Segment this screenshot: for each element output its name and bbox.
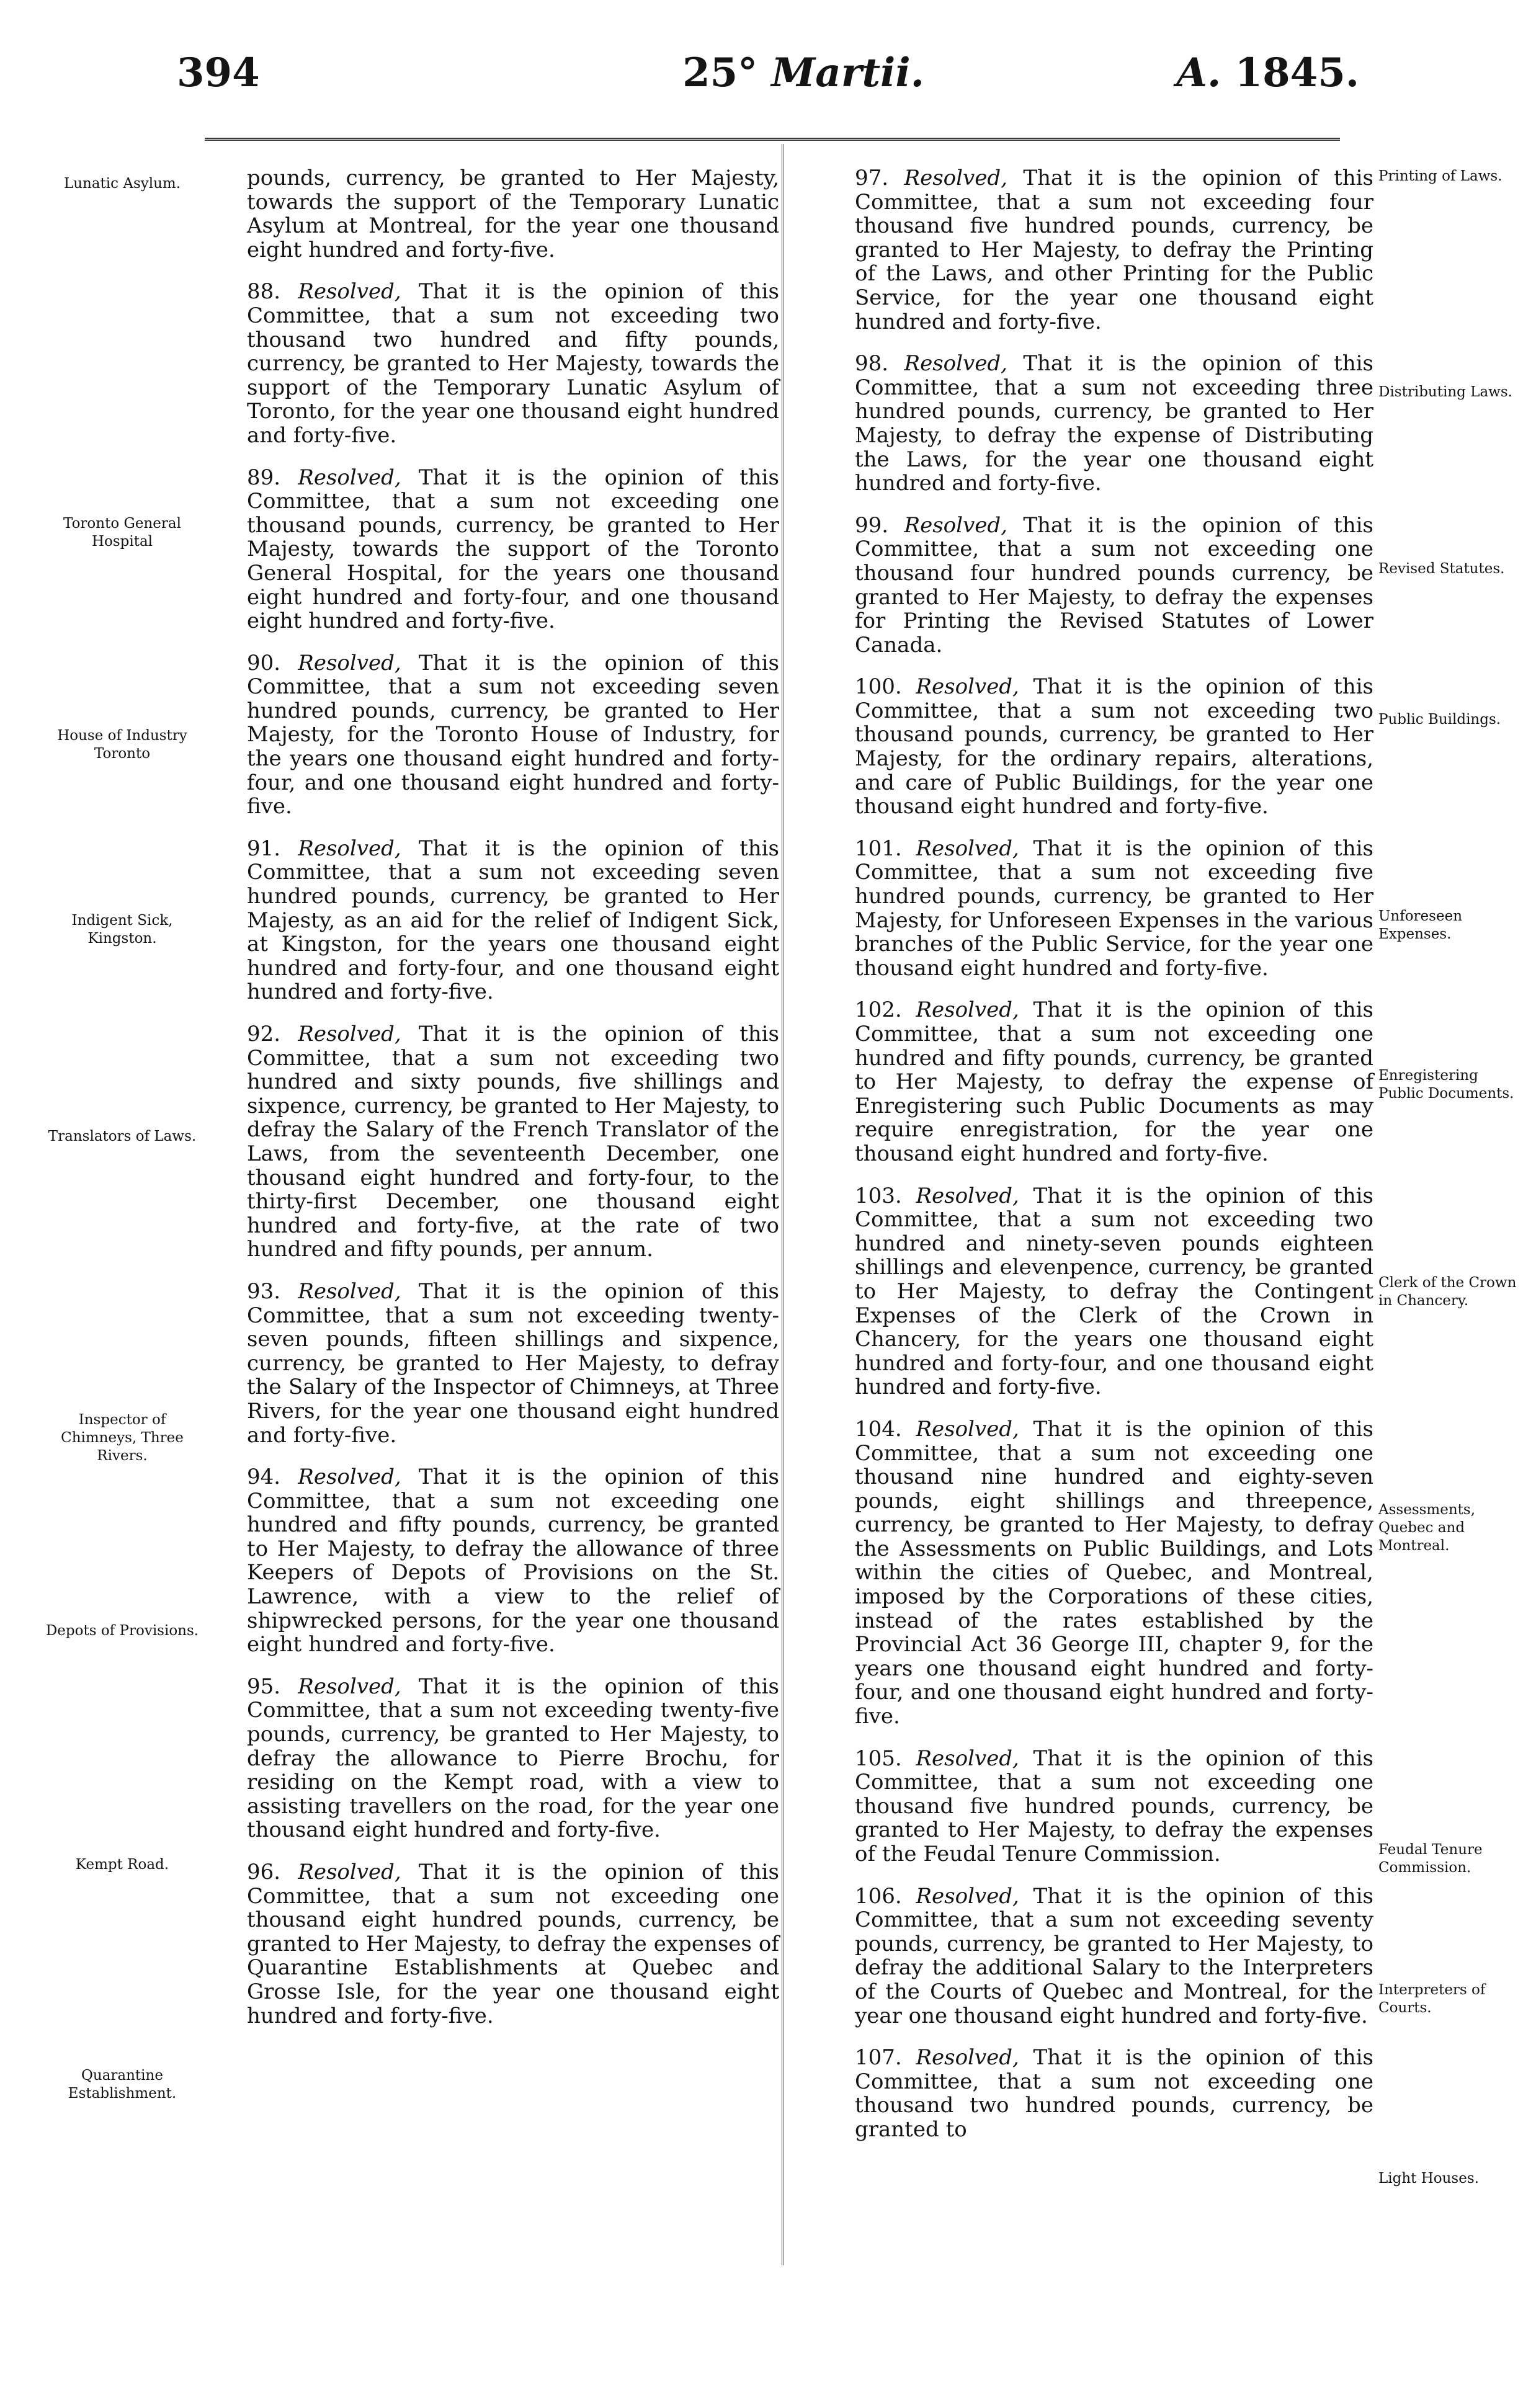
- resolution-paragraph: [855, 2046, 1373, 2141]
- resolved-word: Resolved,: [916, 1883, 1019, 1909]
- right-column: [855, 166, 1373, 2160]
- resolved-word: Resolved,: [298, 465, 401, 490]
- resolution-number: 105.: [855, 1746, 902, 1771]
- margin-note-left: Indigent Sick, Kingston.: [71, 912, 173, 947]
- date-day: 25°: [682, 50, 758, 96]
- resolution-number: 92.: [247, 1022, 281, 1046]
- resolution-text: That it is the opinion of this Committee, that a sum not exceeding seven hundred pounds, currency, be granted to Her Majesty, as an aid for the relief of Indigent Sick, at Kingston, for the years one thousand eight hundred and forty-four, and one thousand eight hundred and forty-five.: [247, 836, 779, 1005]
- margin-note-right: Distributing Laws.: [1378, 384, 1512, 400]
- resolution-number: 102.: [855, 997, 902, 1023]
- resolution-number: 96.: [247, 1860, 281, 1884]
- resolution-text: That it is the opinion of this Committee, that a sum not exceeding one thousand nine hundred and eighty-seven pounds, eight shillings and threepence, currency, be granted to Her Majesty, to defray the Assessments on Public Buildings, and Lots within the cities of Quebec, and Montreal, imposed by the Corporations of these cities, instead of the rates established by the Provincial Act 36 George III, chapter 9, for the years one thousand eight hundred and forty-four, and one thousand eight hundred and forty-five.: [855, 1416, 1373, 1729]
- resolution-text: That it is the opinion of this Committee, that a sum not exceeding twenty-seven pounds, fifteen shillings and sixpence, currency, be granted to Her Majesty, to defray the Salary of the Inspector of Chimneys, at Three Rivers, for the year one thousand eight hundred and forty-five.: [247, 1278, 779, 1448]
- margin-note-right: Clerk of the Crown in Chancery.: [1378, 1275, 1517, 1309]
- margin-note-right: Interpreters of Courts.: [1378, 1982, 1486, 2016]
- resolution-paragraph: [247, 1465, 779, 1657]
- resolution-text: That it is the opinion of this Committee, that a sum not exceeding two hundred and ninety-seven pounds eighteen shillings and elevenpence, currency, be granted to Her Majesty, to defray the Contingent Expenses of the Clerk of the Crown in Chancery, for the years one thousand eight hundred and forty-four, and one thousand eight hundred and forty-five.: [855, 1183, 1373, 1400]
- resolution-number: 95.: [247, 1674, 281, 1699]
- resolved-word: Resolved,: [916, 1183, 1019, 1208]
- resolved-word: Resolved,: [904, 166, 1007, 190]
- resolution-text: That it is the opinion of this Committee, that a sum not exceeding seventy pounds, currency, be granted to Her Majesty, to defray the additional Salary to the Interpreters of the Courts of Quebec and Montreal, for the year one thousand eight hundred and forty-five.: [855, 1883, 1373, 2028]
- resolution-number: 88.: [247, 279, 281, 305]
- resolution-text: That it is the opinion of this Committee, that a sum not exceeding one hundred and fifty pounds, currency, be granted to Her Majesty, to defray the expense of Enregistering such Public Documents as may require enregistration, for the year one thousand eight hundred and forty-five.: [855, 997, 1373, 1166]
- resolved-word: Resolved,: [298, 1278, 401, 1304]
- resolution-paragraph: [247, 651, 779, 819]
- resolution-number: 94.: [247, 1465, 281, 1490]
- margin-note-left: Toronto General Hospital: [63, 515, 181, 550]
- resolution-text: That it is the opinion of this Committee, that a sum not exceeding four thousand five hundred pounds, currency, be granted to Her Majesty, to defray the Printing of the Laws, and other Printing for the Public Service, for the year one thousand eight hundred and forty-five.: [855, 166, 1373, 334]
- resolved-word: Resolved,: [298, 836, 401, 861]
- margin-note-left: Depots of Provisions.: [45, 1623, 199, 1639]
- resolved-word: Resolved,: [904, 351, 1007, 377]
- margin-note-right: Public Buildings.: [1378, 711, 1501, 728]
- margin-note-right: Enregistering Public Documents.: [1378, 1068, 1514, 1102]
- year-prefix: A.: [1176, 50, 1221, 96]
- resolution-number: 106.: [855, 1883, 902, 1909]
- resolved-word: Resolved,: [298, 1022, 401, 1046]
- resolution-paragraph: [247, 1022, 779, 1262]
- margin-note-left: Inspector of Chimneys, Three Rivers.: [61, 1412, 184, 1464]
- resolution-number: 93.: [247, 1278, 281, 1304]
- resolution-text: That it is the opinion of this Committee, that a sum not exceeding two thousand pounds, currency, be granted to Her Majesty, for the ordinary repairs, alterations, and care of Public Buildings, for the year one thousand eight hundred and forty-five.: [855, 674, 1373, 819]
- resolution-paragraph: [855, 352, 1373, 496]
- resolved-word: Resolved,: [298, 1465, 401, 1490]
- resolution-paragraph: [855, 166, 1373, 334]
- resolution-paragraph: [247, 466, 779, 633]
- margin-note-right: Feudal Tenure Commission.: [1378, 1842, 1483, 1876]
- margin-note-right: Revised Statutes.: [1378, 561, 1505, 577]
- resolution-paragraph: [247, 1280, 779, 1447]
- resolution-number: 101.: [855, 836, 902, 861]
- resolution-text: That it is the opinion of this Committee, that a sum not exceeding one hundred and fifty pounds, currency, be granted to Her Majesty, to defray the allowance of three Keepers of Depots of Provisions on the St. Lawrence, with a view to the relief of shipwrecked persons, for the year one thousand eight hundred and forty-five.: [247, 1465, 779, 1657]
- resolution-paragraph: [855, 675, 1373, 819]
- left-column: [247, 166, 779, 2046]
- resolution-number: 107.: [855, 2045, 902, 2071]
- resolved-word: Resolved,: [916, 2045, 1019, 2071]
- resolution-paragraph: [855, 1884, 1373, 2028]
- resolution-text: That it is the opinion of this Committee, that a sum not exceeding two thousand two hundred and fifty pounds, currency, be granted to Her Majesty, towards the support of the Temporary Lunatic Asylum of Toronto, for the year one thousand eight hundred and forty-five.: [247, 279, 779, 448]
- resolution-text: That it is the opinion of this Committee, that a sum not exceeding seven hundred pounds, currency, be granted to Her Majesty, for the Toronto House of Industry, for the years one thousand eight hundred and forty-four, and one thousand eight hundred and forty-five.: [247, 650, 779, 819]
- resolution-text: That it is the opinion of this Committee, that a sum not exceeding twenty-five pounds, currency, be granted to Her Majesty, to defray the allowance to Pierre Brochu, for residing on the Kempt road, with a view to assisting travellers on the road, for the year one thousand eight hundred and forty-five.: [247, 1674, 779, 1843]
- margin-note-right: Light Houses.: [1378, 2170, 1479, 2187]
- resolution-paragraph: [855, 837, 1373, 981]
- resolved-word: Resolved,: [298, 1674, 401, 1699]
- margin-note-left: Quarantine Establishment.: [68, 2067, 177, 2102]
- resolved-word: Resolved,: [916, 1416, 1019, 1442]
- resolved-word: Resolved,: [298, 279, 401, 305]
- continuation-paragraph: pounds, currency, be granted to Her Majesty, towards the support of the Temporary Lunatic Asylum at Montreal, for the year one thousand eight hundred and forty-five.: [247, 166, 779, 262]
- resolution-number: 100.: [855, 674, 902, 700]
- resolution-text: That it is the opinion of this Committee, that a sum not exceeding one thousand five hundred pounds, currency, be granted to Her Majesty, to defray the expenses of the Feudal Tenure Commission.: [855, 1746, 1373, 1866]
- margin-note-right: Unforeseen Expenses.: [1378, 908, 1463, 942]
- resolution-text: That it is the opinion of this Committee, that a sum not exceeding one thousand eight hundred pounds, currency, be granted to Her Majesty, to defray the expenses of Quarantine Establishments at Quebec and Grosse Isle, for the year one thousand eight hundred and forty-five.: [247, 1860, 779, 2028]
- date-month: Martii.: [771, 50, 924, 96]
- resolution-paragraph: [247, 1860, 779, 2028]
- resolution-text: That it is the opinion of this Committee, that a sum not exceeding two hundred and sixty pounds, five shillings and sixpence, currency, be granted to Her Majesty, to defray the Salary of the French Translator of the Laws, from the seventeenth December, one thousand eight hundred and forty-four, to the thirty-first December, one thousand eight hundred and forty-five, at the rate of two hundred and fifty pounds, per annum.: [247, 1022, 779, 1262]
- resolution-text: That it is the opinion of this Committee, that a sum not exceeding three hundred pounds, currency, be granted to Her Majesty, to defray the expense of Distributing the Laws, for the year one thousand eight hundred and forty-five.: [855, 351, 1373, 496]
- resolution-paragraph: [855, 1747, 1373, 1866]
- resolved-word: Resolved,: [298, 650, 401, 676]
- column-divider: [782, 144, 784, 2265]
- resolution-number: 90.: [247, 650, 281, 676]
- resolution-paragraph: [855, 1184, 1373, 1399]
- resolution-paragraph: [855, 998, 1373, 1166]
- resolution-number: 99.: [855, 512, 889, 538]
- margin-note-left: Kempt Road.: [75, 1857, 169, 1873]
- resolution-paragraph: [247, 1675, 779, 1842]
- resolution-paragraph: [855, 1417, 1373, 1729]
- resolved-word: Resolved,: [916, 674, 1019, 700]
- resolved-word: Resolved,: [904, 512, 1007, 538]
- resolved-word: Resolved,: [916, 836, 1019, 861]
- resolution-text: That it is the opinion of this Committee, that a sum not exceeding one thousand two hundred pounds, currency, be granted to: [855, 2045, 1373, 2142]
- margin-note-right: Printing of Laws.: [1378, 168, 1503, 184]
- resolved-word: Resolved,: [916, 1746, 1019, 1771]
- year-value: 1845.: [1235, 50, 1359, 96]
- resolution-paragraph: [247, 837, 779, 1004]
- resolution-text: That it is the opinion of this Committee, that a sum not exceeding five hundred pounds, currency, be granted to Her Majesty, for Unforeseen Expenses in the various branches of the Public Service, for the year one thousand eight hundred and forty-five.: [855, 836, 1373, 981]
- resolution-number: 97.: [855, 166, 889, 190]
- margin-note-left: House of Industry Toronto: [57, 728, 187, 762]
- resolution-number: 98.: [855, 351, 889, 377]
- page-year: [1176, 48, 1359, 98]
- page-number: 394: [177, 50, 260, 96]
- margin-note-left: Translators of Laws.: [48, 1128, 197, 1144]
- resolution-number: 103.: [855, 1183, 902, 1208]
- margin-note-right: Assessments, Quebec and Montreal.: [1378, 1502, 1476, 1554]
- resolution-paragraph: [855, 514, 1373, 658]
- resolution-number: 89.: [247, 465, 281, 490]
- resolved-word: Resolved,: [298, 1860, 401, 1884]
- resolution-paragraph: [247, 280, 779, 447]
- page-date: [673, 48, 934, 98]
- resolution-number: 91.: [247, 836, 281, 861]
- margin-note-left: Lunatic Asylum.: [63, 176, 181, 192]
- resolution-text: That it is the opinion of this Committee, that a sum not exceeding one thousand pounds, currency, be granted to Her Majesty, towards the support of the Toronto General Hospital, for the years one thousand eight hundred and forty-four, and one thousand eight hundred and forty-five.: [247, 465, 779, 634]
- header-rule: [205, 138, 1340, 141]
- resolved-word: Resolved,: [916, 997, 1019, 1023]
- resolution-text: That it is the opinion of this Committee, that a sum not exceeding one thousand four hundred pounds currency, be granted to Her Majesty, to defray the expenses for Printing the Revised Statutes of Lower Canada.: [855, 512, 1373, 658]
- resolution-number: 104.: [855, 1416, 902, 1442]
